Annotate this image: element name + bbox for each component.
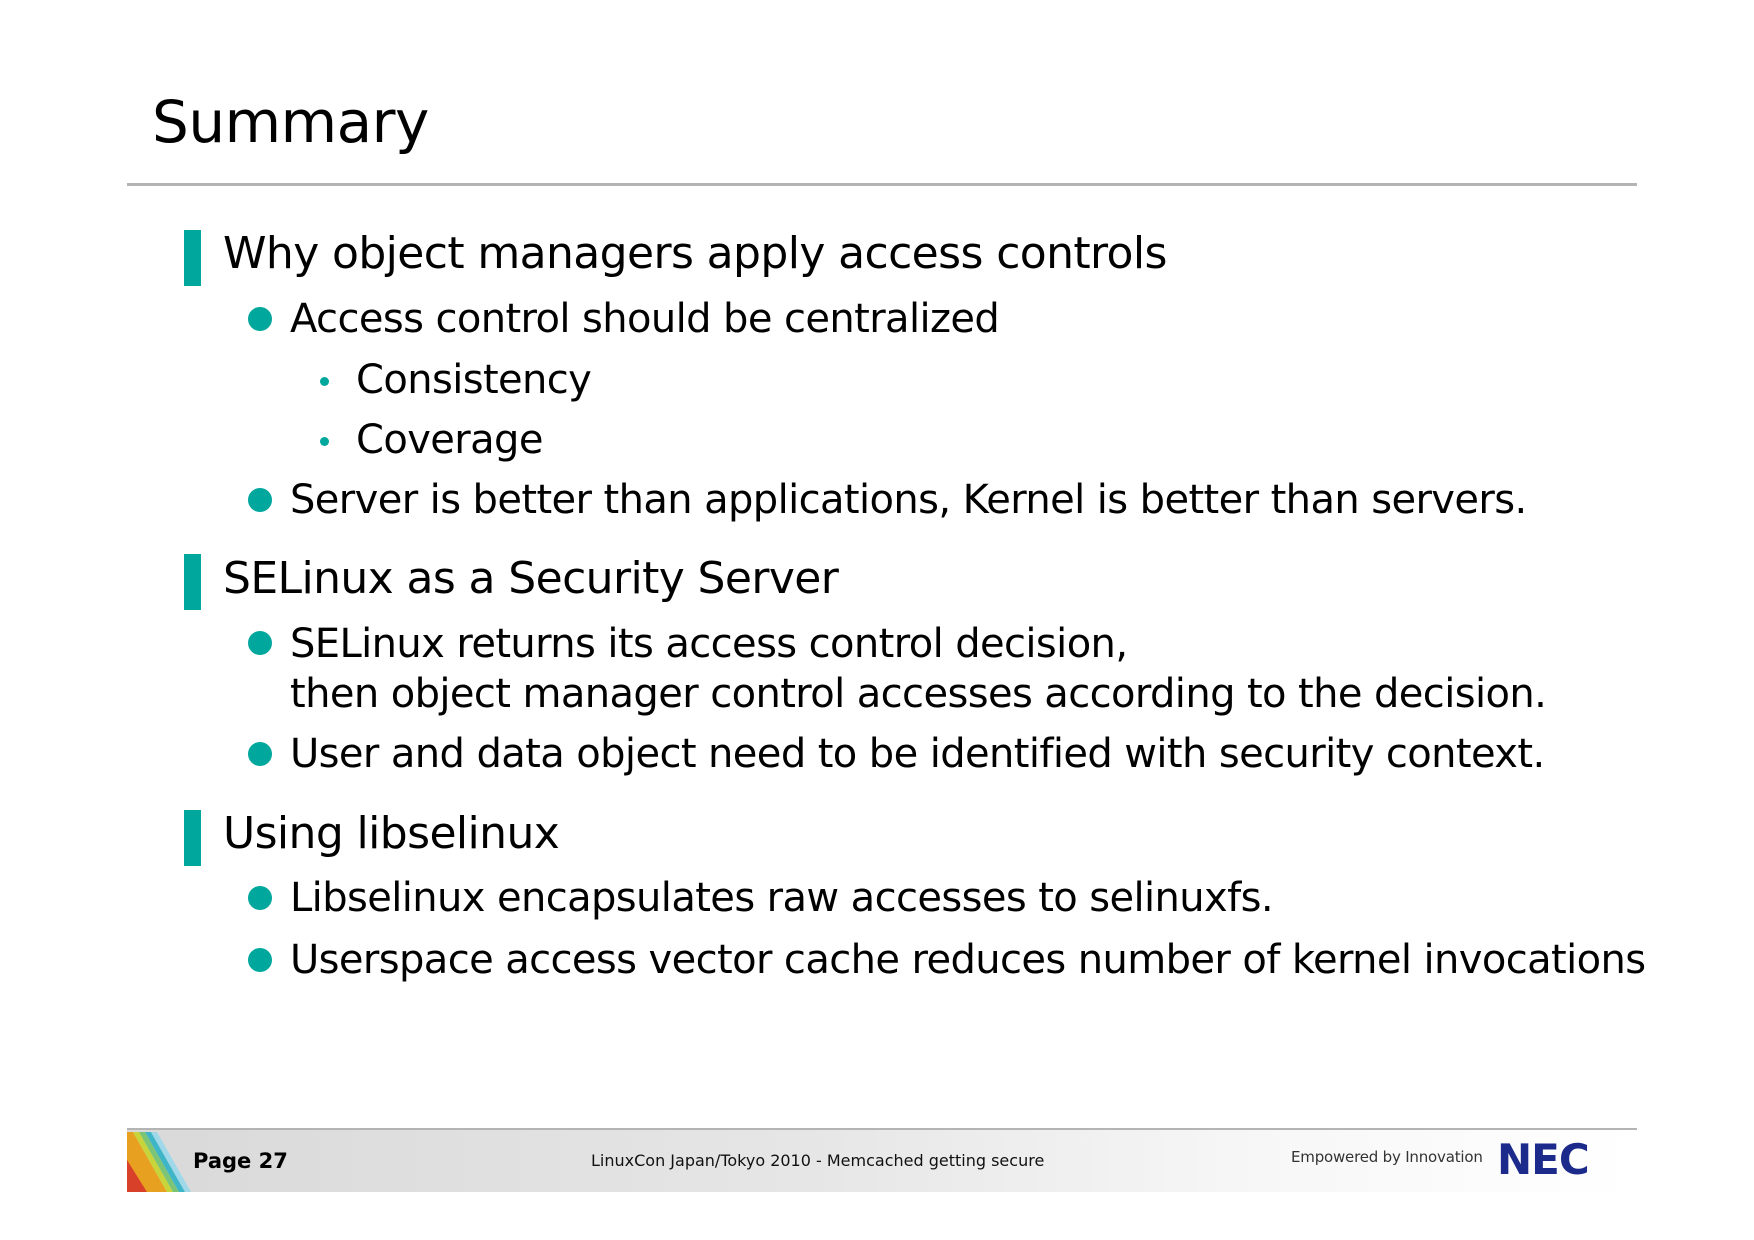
bullet-text: Server is better than applications, Kernel is better than servers. [290, 477, 1527, 523]
bullet-text: User and data object need to be identified with security context. [290, 731, 1545, 777]
section-heading: SELinux as a Security Server [223, 553, 839, 604]
company-tagline: Empowered by Innovation [1291, 1148, 1483, 1166]
sub-bullet-text: Consistency [356, 357, 592, 403]
bullet-dot-icon [248, 488, 272, 512]
section-bar-icon [184, 230, 201, 286]
bullet-dot-icon [248, 742, 272, 766]
rainbow-stripes-icon [127, 1130, 197, 1192]
footer-caption: LinuxCon Japan/Tokyo 2010 - Memcached getting secure [591, 1151, 1045, 1170]
bullet-text: Userspace access vector cache reduces number of kernel invocations [290, 937, 1646, 983]
slide-footer [127, 1128, 1637, 1192]
slide-title: Summary [152, 88, 429, 156]
bullet-dot-icon [248, 886, 272, 910]
bullet-text: Libselinux encapsulates raw accesses to selinuxfs. [290, 875, 1273, 921]
bullet-dot-icon [248, 631, 272, 655]
section-heading: Using libselinux [223, 808, 560, 859]
bullet-dot-icon [248, 307, 272, 331]
section-bar-icon [184, 554, 201, 610]
section-heading: Why object managers apply access controls [223, 228, 1167, 279]
bullet-dot-icon [248, 948, 272, 972]
bullet-text: Access control should be centralized [290, 296, 1000, 342]
sub-bullet-dot-icon [320, 377, 329, 386]
sub-bullet-dot-icon [320, 437, 329, 446]
nec-logo: NEC [1497, 1135, 1589, 1184]
sub-bullet-text: Coverage [356, 417, 543, 463]
page-number: Page 27 [193, 1149, 288, 1173]
section-bar-icon [184, 810, 201, 866]
bullet-text-line: SELinux returns its access control decision, [290, 621, 1128, 667]
bullet-text-line: then object manager control accesses according to the decision. [290, 671, 1547, 717]
